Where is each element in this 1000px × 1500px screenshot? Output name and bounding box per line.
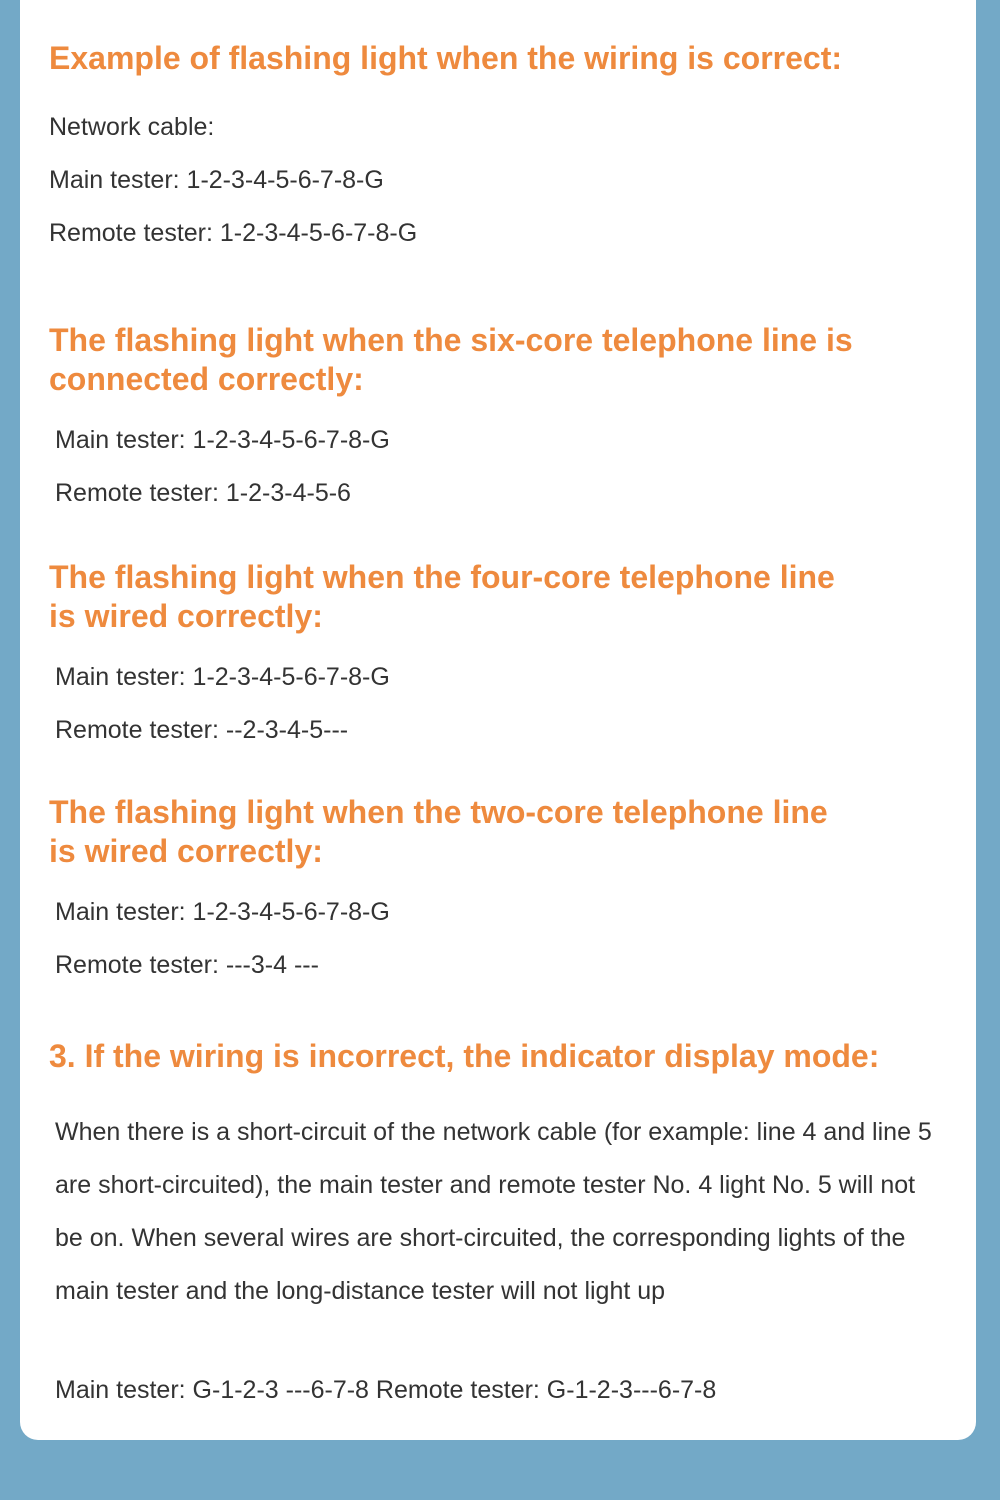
section-heading-incorrect-wiring: 3. If the wiring is incorrect, the indicator display mode:	[49, 1038, 880, 1074]
short-circuit-description: When there is a short-circuit of the network cable (for example: line 4 and line 5 are short-circuited), the main tester and remote tester No. 4 light No. 5 will not be on. When several wires are short-circuited, the corresponding lights of the main tester and the long-distance tester will not light up	[55, 1118, 932, 1305]
section-heading-six-core: The flashing light when the six-core telephone line is	[49, 322, 853, 358]
section-heading-four-core-cont: is wired correctly:	[49, 598, 323, 634]
section-heading-correct-wiring: Example of flashing light when the wiring is correct:	[49, 40, 842, 76]
section-heading-four-core: The flashing light when the four-core telephone line	[49, 559, 835, 595]
section-heading-two-core-cont: is wired correctly:	[49, 833, 323, 869]
main-tester-line: Main tester: 1-2-3-4-5-6-7-8-G	[55, 898, 390, 926]
tester-summary-line: Main tester: G-1-2-3 ---6-7-8 Remote tester: G-1-2-3---6-7-8	[55, 1376, 717, 1404]
remote-tester-line: Remote tester: --2-3-4-5---	[55, 716, 349, 744]
remote-tester-line: Remote tester: 1-2-3-4-5-6-7-8-G	[49, 219, 418, 247]
section-heading-two-core: The flashing light when the two-core telephone line	[49, 794, 828, 830]
main-tester-line: Main tester: 1-2-3-4-5-6-7-8-G	[49, 166, 384, 194]
section-heading-six-core-cont: connected correctly:	[49, 361, 364, 397]
main-tester-line: Main tester: 1-2-3-4-5-6-7-8-G	[55, 663, 390, 691]
network-cable-label: Network cable:	[49, 113, 215, 141]
remote-tester-line: Remote tester: 1-2-3-4-5-6	[55, 479, 351, 507]
remote-tester-line: Remote tester: ---3-4 ---	[55, 951, 319, 979]
main-tester-line: Main tester: 1-2-3-4-5-6-7-8-G	[55, 426, 390, 454]
